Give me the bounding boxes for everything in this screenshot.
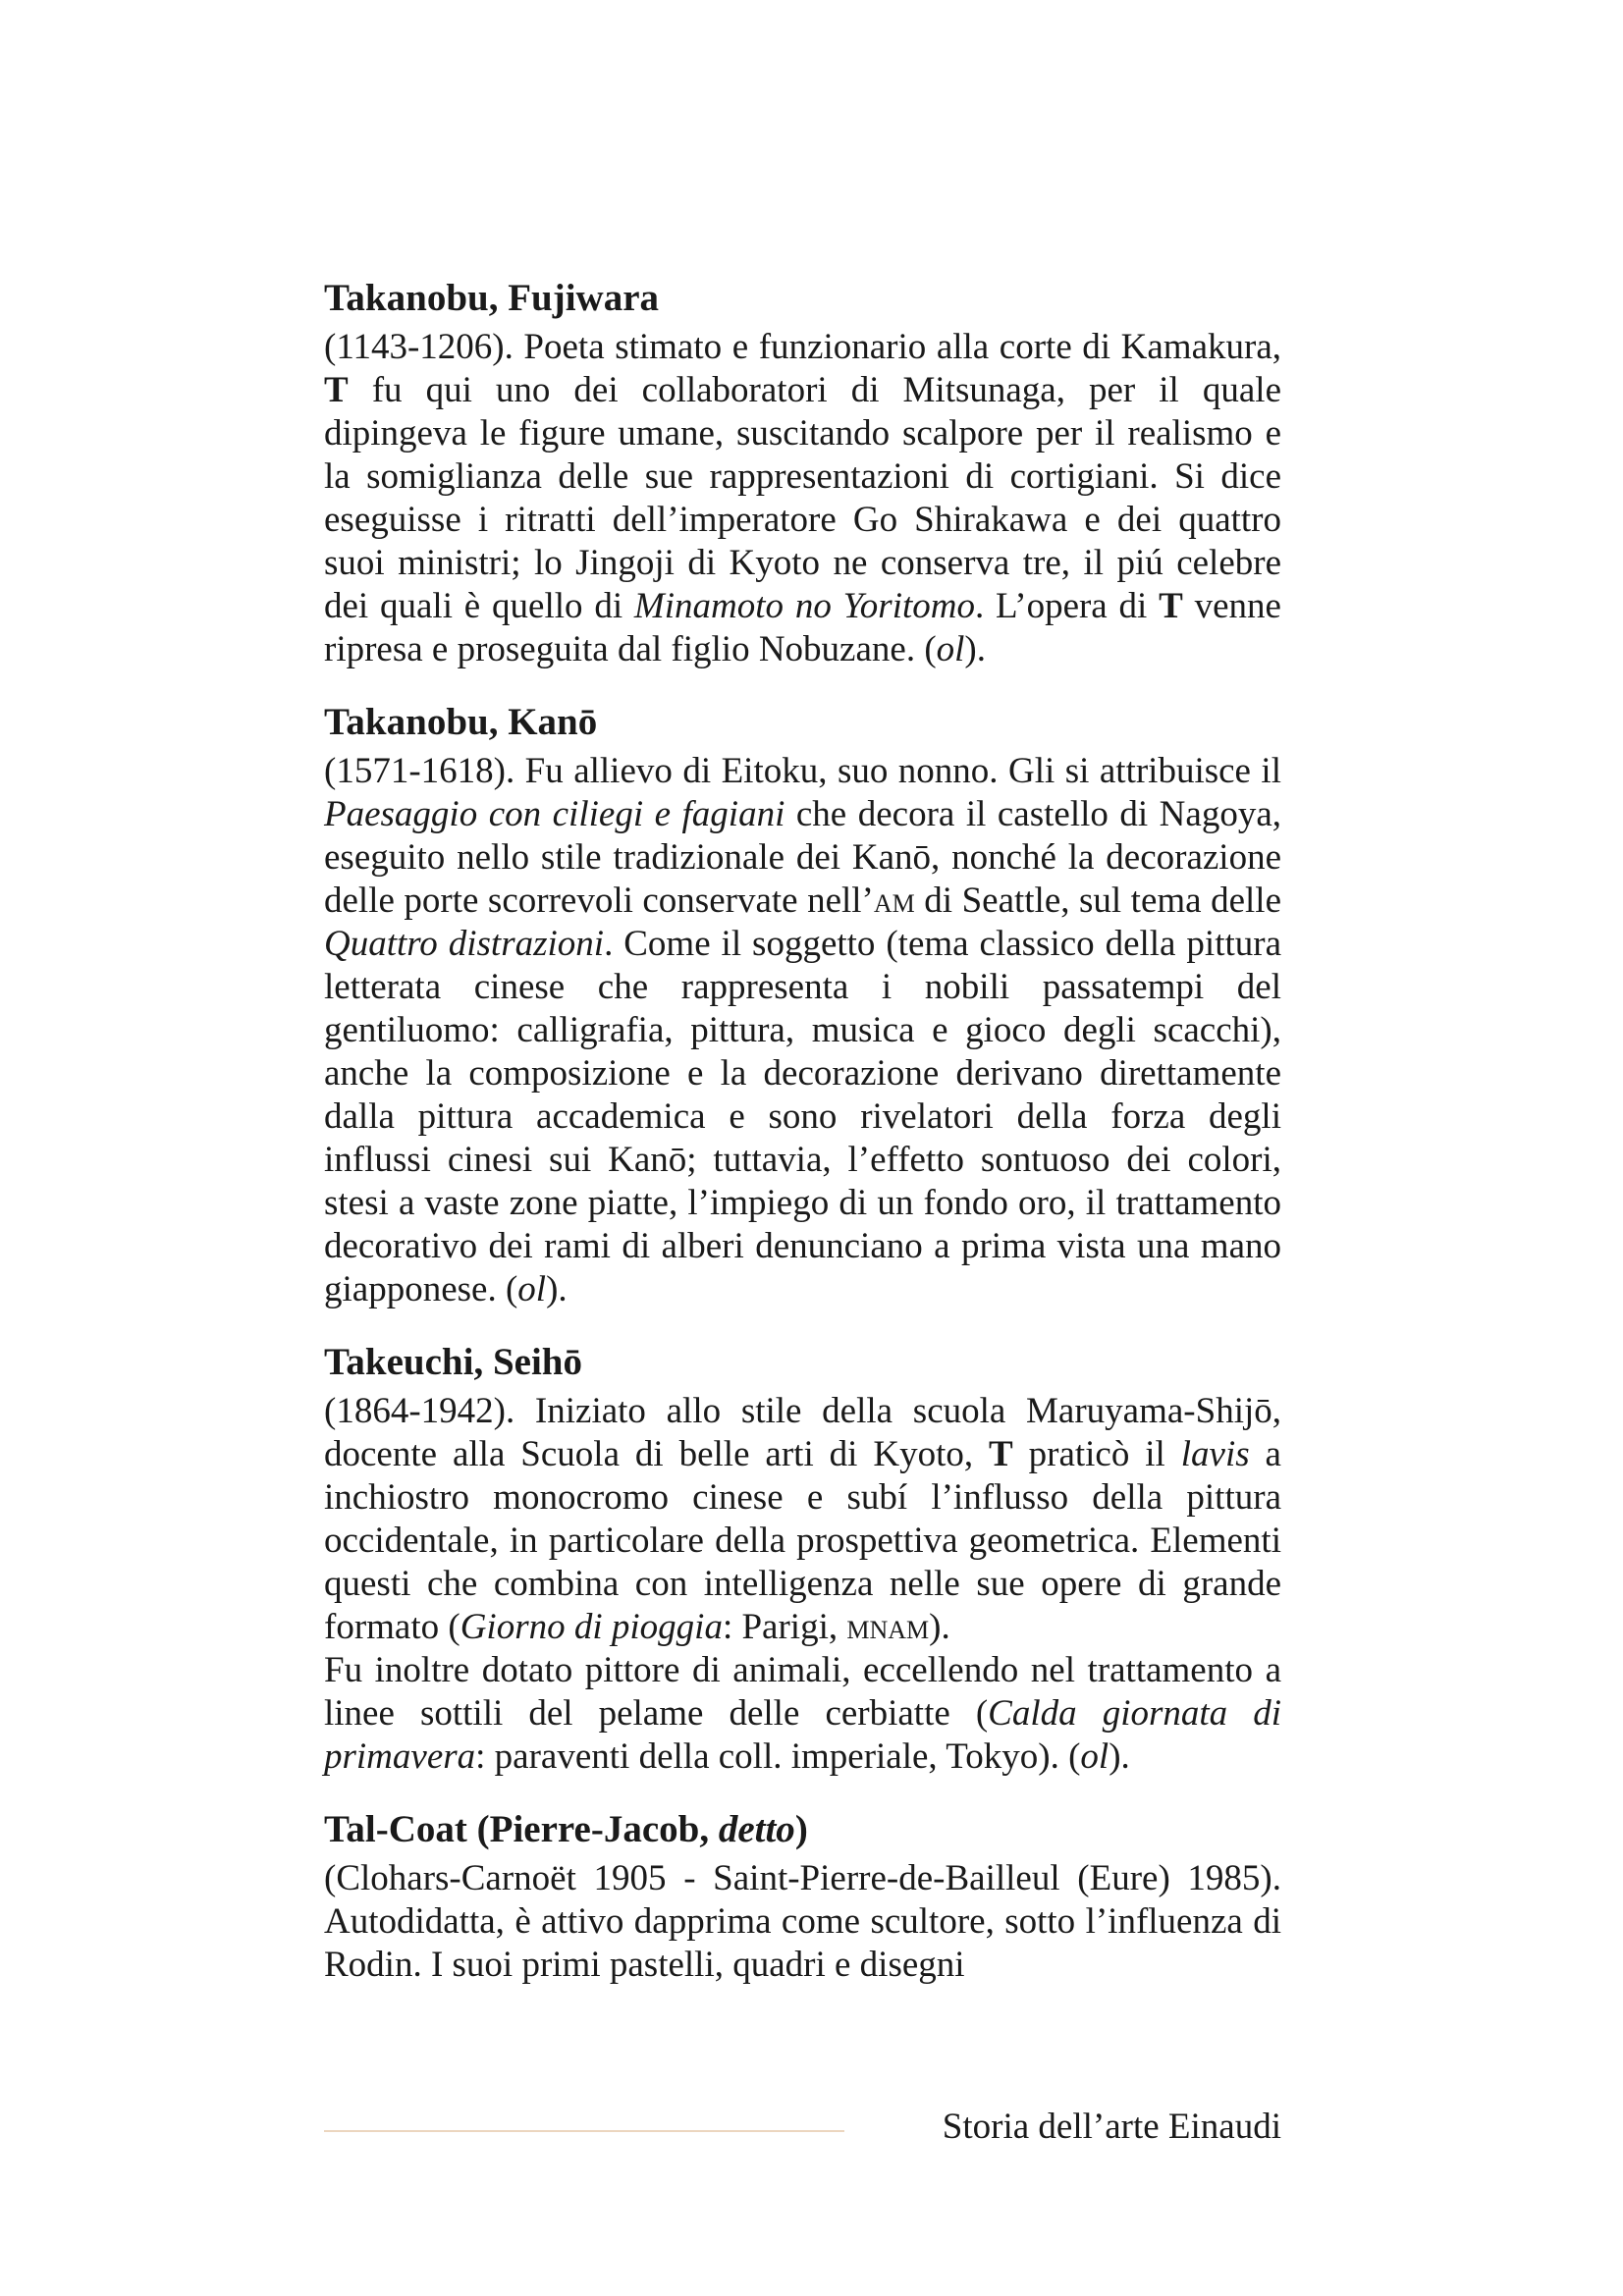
small-caps-run: am [873, 881, 915, 921]
footer-rule [324, 2130, 844, 2132]
footer-publisher: Storia dell’arte Einaudi [942, 2107, 1281, 2147]
entry-body [324, 326, 1281, 671]
entry-title: Takanobu, Kanō [324, 701, 598, 743]
bold-run: T [1159, 586, 1183, 626]
text-run: ). [929, 1607, 950, 1647]
entry-takanobu-fujiwara [324, 277, 1281, 671]
text-run: . L’opera di [974, 586, 1160, 626]
page-content [324, 277, 1281, 2016]
entry-body [324, 750, 1281, 1311]
italic-run: Giorno di pioggia [460, 1607, 723, 1647]
text-run: che decora il castello di Nagoya, eseguito nello stile tradizionale dei Kanō, nonché la decorazione delle porte scorrevoli conservate nell’ [324, 794, 1281, 921]
text-run: (1143-1206). Poeta stimato e funzionario alla corte di Kamakura, [324, 327, 1281, 367]
body-paragraph [324, 1857, 1281, 1987]
italic-run: ol [936, 629, 965, 669]
text-run: venne ripresa e proseguita dal figlio Nobuzane. ( [324, 586, 1281, 669]
italic-run: Calda giornata di primavera [324, 1693, 1281, 1777]
entry-takanobu-kano [324, 701, 1281, 1311]
italic-run: Quattro distrazioni [324, 924, 605, 964]
text-run: ). [1109, 1736, 1130, 1777]
entry-title: Takeuchi, Seihō [324, 1341, 582, 1383]
entry-body [324, 1857, 1281, 1987]
italic-run: ol [517, 1269, 547, 1309]
text-run: a inchiostro monocromo cinese e subí l’influsso della pittura occidentale, in particolare della prospettiva geometrica. Elementi questi che combina con intelligenza nelle sue opere di grande formato ( [324, 1434, 1281, 1647]
text-run: ) [794, 1808, 808, 1850]
italic-run: Paesaggio con ciliegi e fagiani [324, 794, 785, 834]
italic-run: Minamoto no Yoritomo [633, 586, 975, 626]
small-caps-run: mnam [846, 1607, 930, 1647]
body-paragraph [324, 1649, 1281, 1779]
text-run: (1864-1942). Iniziato allo stile della scuola Maruyama-Shijō, docente alla Scuola di belle arti di Kyoto, [324, 1391, 1281, 1474]
entry-tal-coat [324, 1808, 1281, 1987]
text-run: praticò il [1012, 1434, 1181, 1474]
italic-run: lavis [1180, 1434, 1250, 1474]
text-run: (Clohars-Carnoët 1905 - Saint-Pierre-de-Bailleul (Eure) 1985). Autodidatta, è attivo dapprima come scultore, sotto l’influenza di Rodin. I suoi primi pastelli, quadri e disegni [324, 1858, 1281, 1985]
entry-title: Takanobu, Fujiwara [324, 277, 660, 319]
text-run: ). [546, 1269, 568, 1309]
page-footer [324, 2103, 1281, 2152]
text-run: Tal-Coat (Pierre-Jacob, [324, 1808, 719, 1850]
entry-title [324, 1808, 1281, 1851]
text-run: di Seattle, sul tema delle [914, 881, 1281, 921]
italic-run: ol [1080, 1736, 1109, 1777]
italic-run: detto [718, 1808, 795, 1850]
text-run: . Come il soggetto (tema classico della pittura letterata cinese che rappresenta i nobili passatempi del gentiluomo: calligrafia, pittura, musica e gioco degli scacchi), anche la composizione e la decorazione derivano direttamente dalla pittura accademica e sono rivelatori della forza degli influssi cinesi sui Kanō; tuttavia, l’effetto sontuoso dei colori, stesi a vaste zone piatte, l’impiego di un fondo oro, il trattamento decorativo dei rami di alberi denunciano a prima vista una mano giapponese. ( [324, 924, 1281, 1309]
text-run: : Parigi, [722, 1607, 847, 1647]
body-paragraph [324, 750, 1281, 1311]
entry-takeuchi-seiho [324, 1341, 1281, 1779]
bold-run: T [989, 1434, 1013, 1474]
body-paragraph [324, 1390, 1281, 1649]
text-run: (1571-1618). Fu allievo di Eitoku, suo nonno. Gli si attribuisce il [324, 751, 1281, 791]
text-run: fu qui uno dei collaboratori di Mitsunaga, per il quale dipingeva le figure umane, suscitando scalpore per il realismo e la somiglianza delle sue rappresentazioni di cortigiani. Si dice eseguisse i ritratti dell’imperatore Go Shirakawa e dei quattro suoi ministri; lo Jingoji di Kyoto ne conserva tre, il piú celebre dei quali è quello di [324, 370, 1281, 626]
body-paragraph [324, 326, 1281, 671]
text-run: ). [964, 629, 986, 669]
bold-run: T [324, 370, 349, 410]
text-run: Fu inoltre dotato pittore di animali, eccellendo nel trattamento a linee sottili del pelame delle cerbiatte ( [324, 1650, 1281, 1734]
entry-body [324, 1390, 1281, 1779]
text-run: : paraventi della coll. imperiale, Tokyo). ( [475, 1736, 1081, 1777]
